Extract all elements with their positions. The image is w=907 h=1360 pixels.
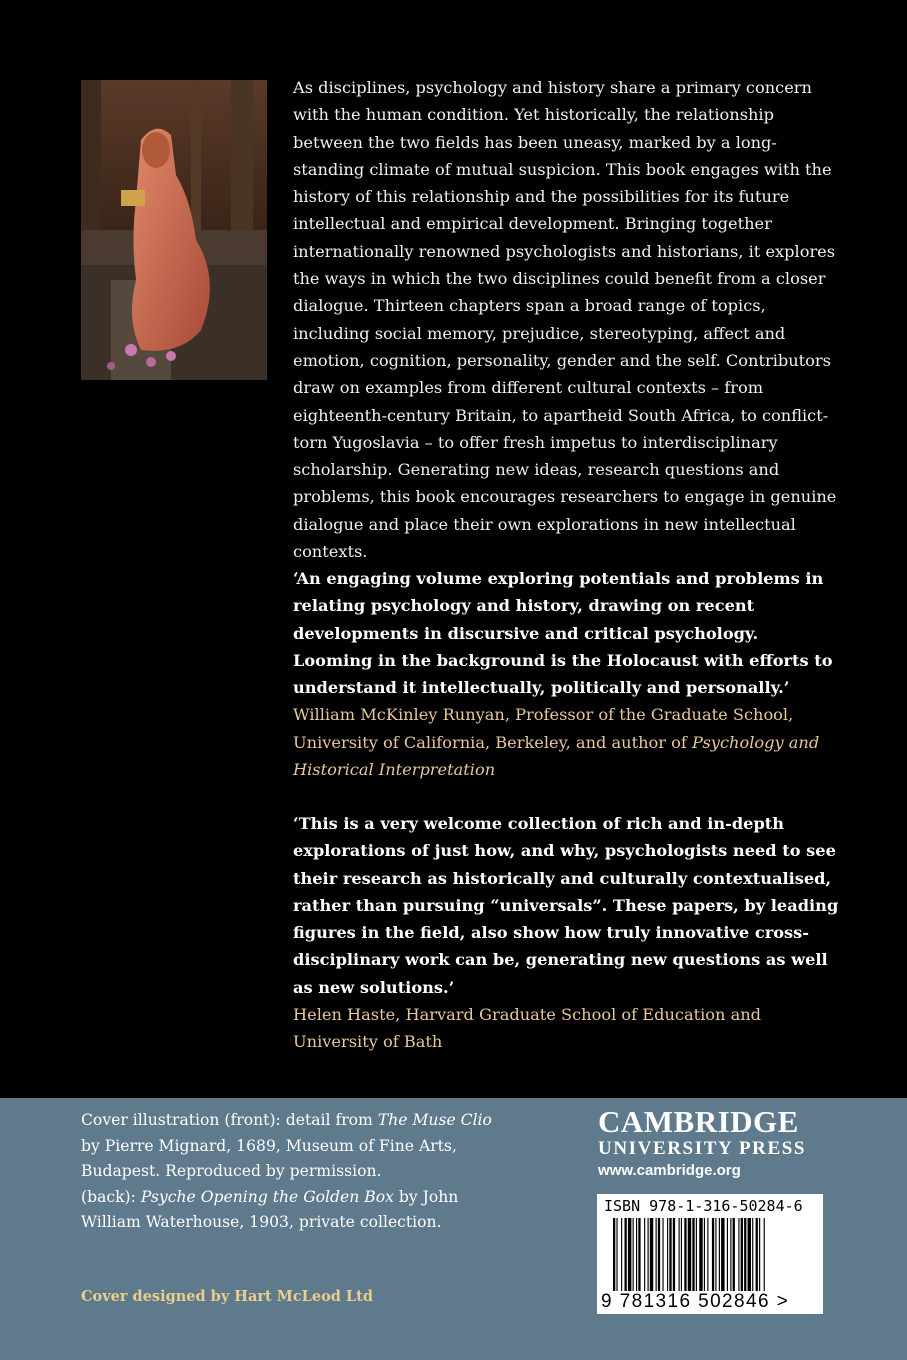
book-title: Psychology and Historical Interpretation [293,732,820,780]
barcode-bar [733,1218,735,1292]
barcode-bar [679,1218,680,1292]
cover-credits: Cover illustration (front): detail from The Muse Clio by Pierre Mignard, 1689, Museum of Fine Arts, Budapest. Reproduced by permission. (back): Psyche Opening the Golden Box by John William Waterhouse, 1903, private collection. [81,1111,492,1231]
quote-text: ‘An engaging volume exploring potentials and problems in relating psychology and history, drawing on recent developments in discursive and critical psychology. Looming in the background is the Holocaust with efforts to understand it intellectually, politically and personally.’ [293,569,833,698]
quote-attribution: Helen Haste, Harvard Graduate School of Education and University of Bath [293,1005,762,1052]
barcode-bar [613,1218,615,1292]
barcode-bar [699,1218,702,1292]
barcode-bar [662,1218,663,1292]
barcode-bar [764,1218,765,1292]
barcode-bar [704,1218,705,1292]
barcode-bar [667,1218,668,1292]
barcode-bar [738,1218,739,1292]
barcode-bar [756,1218,758,1292]
quote-attribution: William McKinley Runyan, Professor of the Graduate School, University of California, Berkeley, and author of Psychology and Historical Interpretation [293,705,820,780]
barcode-bar [719,1218,720,1292]
barcode-bar [727,1218,728,1292]
barcode-bar [712,1218,714,1292]
barcode-bar [648,1218,649,1292]
barcode-digits: 9 781316 502846 > [601,1291,790,1312]
endorsement-quote-2 [293,810,843,1056]
barcode-bar [633,1218,634,1292]
barcode-bar [621,1218,622,1292]
book-description: As disciplines, psychology and history share a primary concern with the human condition. Yet historically, the relationship between the two fields has been uneasy, marked by a long-standing climate of mutual suspicion. This book engages with the history of this relationship and the possibilities for its future intellectual and empirical development. Bringing together internationally renowned psychologists and historians, it explores the ways in which the two disciplines could benefit from a closer dialogue. Thirteen chapters span a broad range of topics, including social memory, prejudice, stereotyping, affect and emotion, cognition, personality, gender and the self. Contributors draw on examples from different cultural contexts – from eighteenth-century Britain, to apartheid South Africa, to conflict-torn Yugoslavia – to offer fresh impetus to interdisciplinary scholarship. Generating new ideas, research questions and problems, this book encourages researchers to engage in genuine dialogue and place their own explorations in new intellectual contexts. [293,78,837,562]
barcode-bar [644,1218,645,1292]
barcode-bar [707,1218,708,1292]
barcode-bar [741,1218,743,1292]
barcode-bar [650,1218,653,1292]
barcode-bar [752,1218,753,1292]
cover-painting-psyche [81,80,267,380]
barcode-bar [748,1218,751,1292]
barcode-bar [669,1218,671,1292]
publisher-name: CAMBRIDGE [598,1104,799,1139]
barcode-bar [656,1218,657,1292]
barcode-bar [638,1218,640,1292]
publisher-logo [598,1106,828,1179]
barcode-bar [692,1218,694,1292]
barcode-bar [721,1218,724,1292]
barcode-bar [616,1218,617,1292]
barcode-bar [759,1218,760,1292]
barcode [597,1194,823,1314]
isbn-label: ISBN 978-1-316-50284-6 [604,1197,803,1215]
quote-text: ‘This is a very welcome collection of rich and in-depth explorations of just how, and why, psychologists need to see their research as historically and culturally contextualised, rather than pursuing “universals”. These papers, by leading figures in the field, also show how truly innovative cross-disciplinary work can be, generating new questions as well as new solutions.’ [293,814,839,997]
barcode-bar [730,1218,731,1292]
barcode-bar [688,1218,691,1292]
barcode-bar [681,1218,682,1292]
endorsement-quote-1 [293,565,843,783]
barcode-bar [625,1218,627,1292]
barcode-bar [744,1218,746,1292]
barcode-bar [636,1218,637,1292]
barcode-bar [658,1218,660,1292]
barcode-bar [696,1218,697,1292]
publisher-subname: UNIVERSITY PRESS [598,1138,807,1159]
cover-designer-credit: Cover designed by Hart McLeod Ltd [81,1288,373,1305]
publisher-url: www.cambridge.org [598,1162,741,1179]
barcode-bar [684,1218,686,1292]
barcode-bar [628,1218,631,1292]
barcode-bar [715,1218,716,1292]
barcode-bar [673,1218,675,1292]
